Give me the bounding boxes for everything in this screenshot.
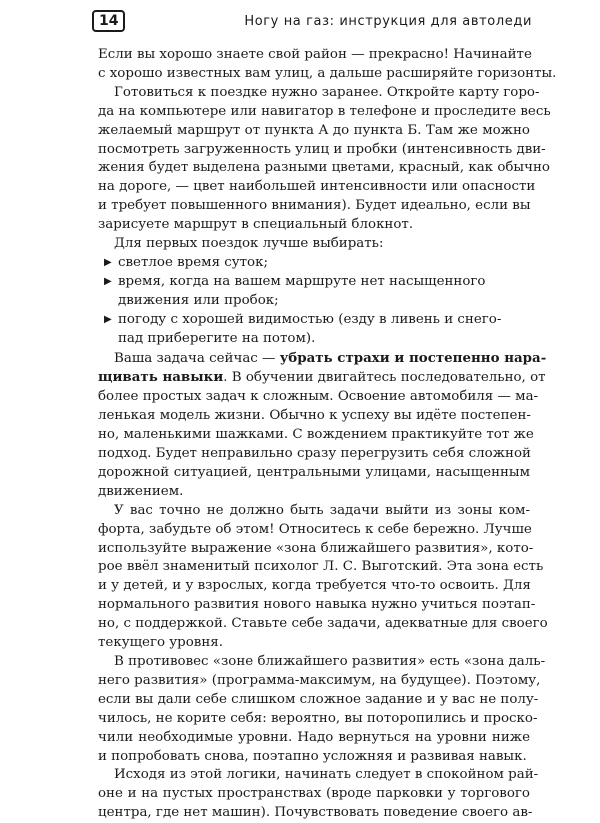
text-line: чили необходимые уровни. Надо вернуться на уровни ниже xyxy=(98,729,530,745)
bold-emphasis: убрать страхи и постепенно нара- xyxy=(279,349,547,366)
bullet-icon: ▶ xyxy=(104,275,112,287)
text-line: текущего уровня. xyxy=(98,635,223,651)
text-line: и у детей, и у взрослых, когда требуется что-то освоить. Для xyxy=(98,578,531,594)
running-title: Ногу на газ: инструкция для автоледи xyxy=(244,13,532,29)
text-line: но, маленькими шажками. С вождением практикуйте тот же xyxy=(98,427,534,443)
bullet-text: время, когда на вашем маршруте нет насыщенного xyxy=(118,273,486,289)
text-run: Ваша задача сейчас — xyxy=(114,350,280,366)
text-line: но, с поддержкой. Ставьте себе задачи, адекватные для своего xyxy=(98,616,548,632)
text-line: подход. Будет неправильно сразу перегрузить себя сложной xyxy=(98,446,531,462)
text-line: Для первых поездок лучше выбирать: xyxy=(114,236,384,252)
text-line: центра, где нет машин). Почувствовать поведение своего ав- xyxy=(98,805,533,821)
bullet-item xyxy=(98,254,530,273)
text-line: Готовиться к поездке нужно заранее. Откройте карту горо- xyxy=(114,84,540,100)
text-line: У вас точно не должно быть задачи выйти из зоны ком- xyxy=(114,502,530,518)
running-header xyxy=(92,8,532,34)
bullet-icon: ▶ xyxy=(104,313,112,325)
text-line: жения будет выделена разными цветами, красный, как обычно xyxy=(98,160,550,176)
text-line: В противовес «зоне ближайшего развития» есть «зона даль- xyxy=(114,654,546,669)
bullet-text: светлое время суток; xyxy=(118,254,269,270)
bullet-text: погоду с хорошей видимостью (езду в ливень и снего- xyxy=(118,311,502,327)
text-line: дорожной ситуацией, центральными улицами, насыщенным xyxy=(98,464,530,480)
bullet-continuation: движения или пробок; xyxy=(118,292,279,308)
text-line: более простых задач к сложным. Освоение автомобиля — ма- xyxy=(98,389,539,405)
text-line: используйте выражение «зона ближайшего развития», кото- xyxy=(98,540,534,556)
text-line: да на компьютере или навигатор в телефоне и проследите весь xyxy=(98,103,551,119)
text-line: чилось, не корите себя: вероятно, вы поторопились и проско- xyxy=(98,710,538,726)
text-run: . В обучении двигайтесь последовательно, от xyxy=(223,370,546,386)
text-line: с хорошо известных вам улиц, а дальше расширяйте горизонты. xyxy=(98,65,557,81)
bullet-icon: ▶ xyxy=(104,256,112,268)
text-line: посмотреть загруженность улиц и пробки (интенсивность дви- xyxy=(98,141,546,157)
bullet-item xyxy=(98,311,530,330)
text-line: Если вы хорошо знаете свой район — прекрасно! Начинайте xyxy=(98,47,532,62)
text-line: и требует повышенного внимания). Будет идеально, если вы xyxy=(98,198,531,214)
bullet-continuation: пад приберегите на потом). xyxy=(118,330,316,346)
text-line: зарисуете маршрут в специальный блокнот. xyxy=(98,217,414,233)
bold-emphasis: щивать навыки xyxy=(98,369,224,386)
text-line: на дороге, — цвет наибольшей интенсивности или опасности xyxy=(98,179,536,195)
text-line: рое ввёл знаменитый психолог Л. С. Выготский. Эта зона есть xyxy=(98,559,544,575)
bullet-item xyxy=(98,273,530,292)
text-line: и попробовать снова, поэтапно усложняя и развивая навык. xyxy=(98,748,527,764)
text-line xyxy=(98,368,546,388)
text-line: нормального развития нового навыка нужно учиться поэтап- xyxy=(98,597,536,613)
text-line xyxy=(98,349,547,369)
text-line: Исходя из этой логики, начинать следует в спокойном рай- xyxy=(114,767,539,783)
text-line: если вы дали себе слишком сложное задание и у вас не полу- xyxy=(98,691,539,707)
text-line: движением. xyxy=(98,483,184,499)
text-line: оне и на пустых пространствах (вроде парковки у торгового xyxy=(98,786,530,802)
text-line: форта, забудьте об этом! Относитесь к себе бережно. Лучше xyxy=(98,521,532,537)
text-line: него развития» (программа-максимум, на будущее). Поэтому, xyxy=(98,672,541,688)
page-body xyxy=(98,46,557,823)
page-number: 14 xyxy=(92,10,125,32)
text-line: желаемый маршрут от пункта А до пункта Б. Там же можно xyxy=(98,122,530,138)
text-line: ленькая модель жизни. Обычно к успеху вы идёте постепен- xyxy=(98,408,531,424)
